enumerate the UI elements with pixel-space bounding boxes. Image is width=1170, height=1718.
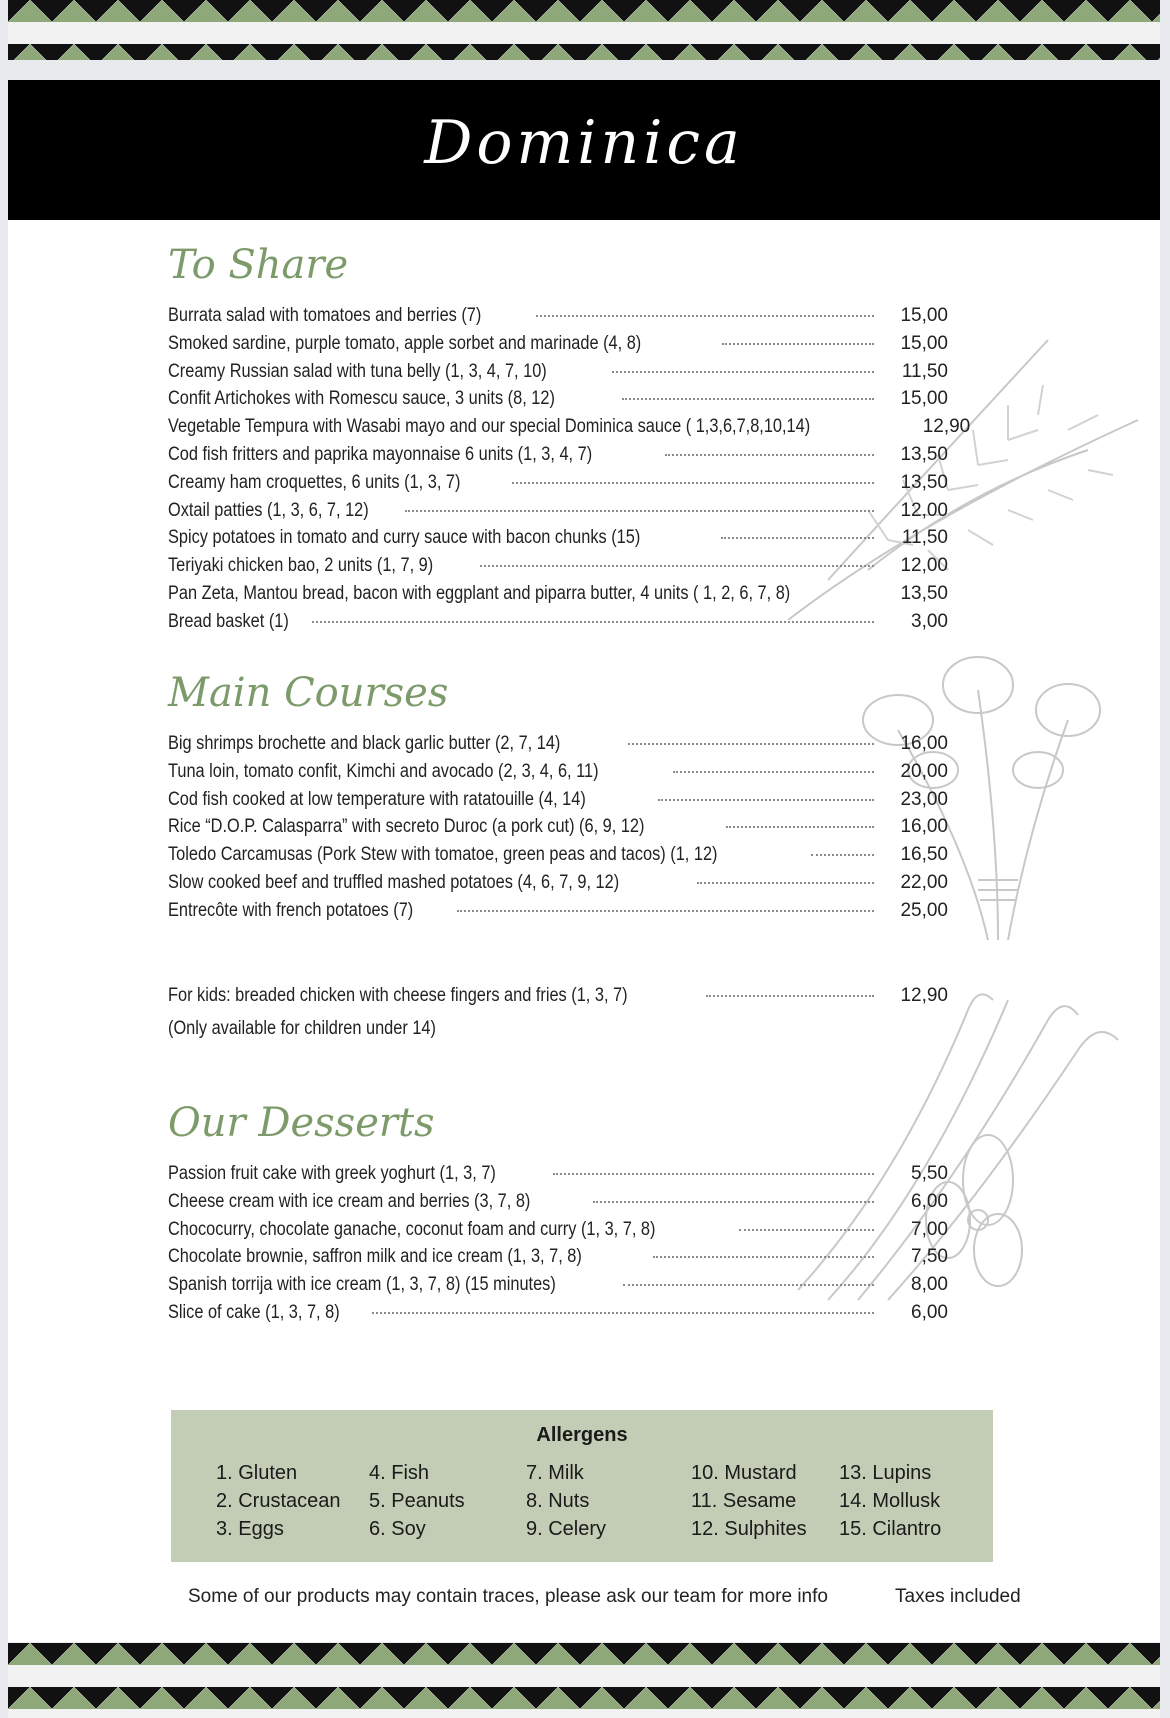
item-name: Cheese cream with ice cream and berries (3, 7, 8): [168, 1190, 531, 1212]
dot-leader: [480, 565, 874, 567]
item-price: 22,00: [900, 871, 948, 893]
item-price: 16,00: [900, 816, 948, 838]
item-name: Entrecôte with french potatoes (7): [168, 899, 414, 921]
list-item: [168, 333, 948, 361]
item-price: 11,50: [901, 527, 948, 549]
item-price: 8,00: [911, 1274, 948, 1296]
item-name: Passion fruit cake with greek yoghurt (1, 3, 7): [168, 1163, 496, 1184]
item-price: 13,50: [900, 443, 948, 465]
allergen-column: [839, 1462, 941, 1546]
header-band: [8, 80, 1160, 220]
list-item: [168, 1163, 948, 1191]
item-price: 13,50: [900, 471, 948, 493]
allergen-item: 13. Lupins: [839, 1462, 932, 1484]
desserts-list: [168, 1163, 948, 1330]
item-name: Rice “D.O.P. Calasparra” with secreto Duroc (a pork cut) (6, 9, 12): [168, 816, 645, 838]
allergen-item: 4. Fish: [369, 1462, 430, 1484]
list-item: [168, 1246, 948, 1274]
traces-note: Some of our products may contain traces, please ask our team for more info: [188, 1586, 828, 1607]
item-name: Toledo Carcamusas (Pork Stew with tomatoe, green peas and tacos) (1, 12): [168, 844, 718, 866]
allergen-item: 2. Crustacean: [216, 1490, 341, 1512]
allergen-item: 7. Milk: [526, 1462, 584, 1484]
list-item: [168, 761, 948, 789]
dot-leader: [593, 1201, 874, 1203]
item-name: Chococurry, chocolate ganache, coconut foam and curry (1, 3, 7, 8): [168, 1218, 656, 1240]
dot-leader: [312, 621, 874, 623]
allergen-column: [691, 1462, 807, 1546]
allergen-column: [216, 1462, 341, 1546]
item-name: Burrata salad with tomatoes and berries (7): [168, 305, 482, 326]
item-name: Slice of cake (1, 3, 7, 8): [168, 1301, 340, 1323]
item-price: 11,50: [901, 360, 948, 382]
dot-leader: [405, 510, 874, 512]
allergen-item: 12. Sulphites: [691, 1518, 807, 1540]
allergen-item: 8. Nuts: [526, 1490, 590, 1512]
top-pattern-border: [8, 0, 1160, 60]
item-price: 3,00: [911, 610, 948, 632]
list-item: [168, 416, 971, 444]
allergens-title: Allergens: [536, 1424, 628, 1446]
allergen-item: 3. Eggs: [216, 1518, 284, 1540]
item-price: 7,50: [911, 1246, 948, 1268]
dot-leader: [722, 343, 874, 345]
item-price: 7,00: [911, 1218, 948, 1240]
item-name: Slow cooked beef and truffled mashed potatoes (4, 6, 7, 9, 12): [168, 871, 620, 893]
section-title-desserts: Our Desserts: [168, 1100, 435, 1146]
item-name: Tuna loin, tomato confit, Kimchi and avocado (2, 3, 4, 6, 11): [168, 760, 599, 782]
list-item: [168, 872, 948, 900]
section-title-to-share: To Share: [168, 242, 349, 288]
item-price: 20,00: [900, 760, 948, 782]
dot-leader: [612, 371, 874, 373]
list-item: [168, 900, 948, 928]
item-name: Oxtail patties (1, 3, 6, 7, 12): [168, 499, 369, 521]
dot-leader: [811, 854, 874, 856]
dot-leader: [372, 1312, 874, 1314]
item-name: Spanish torrija with ice cream (1, 3, 7, 8) (15 minutes): [168, 1274, 556, 1296]
allergen-item: 5. Peanuts: [369, 1490, 465, 1512]
taxes-note: Taxes included: [895, 1586, 1021, 1607]
dot-leader: [536, 315, 874, 317]
list-item: [168, 472, 948, 500]
item-price: 12,00: [900, 499, 948, 521]
item-name: Creamy ham croquettes, 6 units (1, 3, 7): [168, 471, 461, 493]
dot-leader: [512, 482, 874, 484]
allergen-item: 15. Cilantro: [839, 1518, 942, 1540]
item-price: 15,00: [900, 388, 948, 410]
allergen-item: 9. Celery: [526, 1518, 607, 1540]
list-item: [168, 1219, 948, 1247]
list-item: [168, 583, 948, 611]
dot-leader: [726, 826, 874, 828]
item-name: Creamy Russian salad with tuna belly (1, 3, 4, 7, 10): [168, 360, 547, 382]
item-price: 5,50: [911, 1163, 948, 1184]
item-price: 15,00: [900, 305, 948, 326]
list-item: [168, 1302, 948, 1330]
allergens-panel: [171, 1410, 993, 1562]
item-price: 15,00: [900, 332, 948, 354]
dot-leader: [665, 454, 874, 456]
allergen-item: 10. Mustard: [691, 1462, 797, 1484]
section-title-main-courses: Main Courses: [168, 670, 449, 716]
dot-leader: [721, 537, 874, 539]
allergen-item: 14. Mollusk: [839, 1490, 941, 1512]
allergen-item: 6. Soy: [369, 1518, 426, 1540]
item-name: Chocolate brownie, saffron milk and ice cream (1, 3, 7, 8): [168, 1246, 582, 1268]
item-name: For kids: breaded chicken with cheese fingers and fries (1, 3, 7): [168, 985, 628, 1006]
item-price: 12,00: [900, 555, 948, 577]
item-name: Smoked sardine, purple tomato, apple sorbet and marinade (4, 8): [168, 332, 642, 354]
list-item: [168, 611, 948, 639]
dot-leader: [628, 743, 874, 745]
item-name: Vegetable Tempura with Wasabi mayo and our special Dominica sauce ( 1,3,6,7,8,10,14): [168, 416, 811, 438]
dot-leader: [553, 1173, 874, 1175]
item-name: Confit Artichokes with Romescu sauce, 3 units (8, 12): [168, 388, 555, 410]
dot-leader: [457, 910, 874, 912]
item-name: Pan Zeta, Mantou bread, bacon with eggplant and piparra butter, 4 units ( 1, 2, 6, 7, 8): [168, 582, 791, 604]
dot-leader: [623, 1284, 874, 1286]
brand-title: Dominica: [424, 108, 744, 178]
dot-leader: [697, 882, 874, 884]
item-name: Cod fish fritters and paprika mayonnaise 6 units (1, 3, 4, 7): [168, 443, 593, 465]
allergen-column: [526, 1462, 606, 1546]
menu-page: [8, 80, 1160, 1642]
item-name: Teriyaki chicken bao, 2 units (1, 7, 9): [168, 555, 434, 577]
list-item: [168, 388, 948, 416]
allergen-item: 11. Sesame: [691, 1490, 797, 1512]
kids-note: (Only available for children under 14): [168, 1018, 436, 1039]
item-price: 6,00: [911, 1190, 948, 1212]
item-price: 13,50: [900, 582, 948, 604]
item-price: 6,00: [911, 1301, 948, 1323]
list-item: [168, 527, 948, 555]
item-name: Big shrimps brochette and black garlic butter (2, 7, 14): [168, 733, 561, 754]
dot-leader: [739, 1229, 874, 1231]
dot-leader: [653, 1256, 874, 1258]
to-share-list: [168, 305, 971, 639]
list-item: [168, 816, 948, 844]
item-price: 25,00: [900, 899, 948, 921]
bottom-pattern-border: [8, 1643, 1160, 1718]
dot-leader: [673, 771, 874, 773]
list-item: [168, 500, 948, 528]
kids-menu: [168, 985, 948, 1013]
item-price: 16,00: [900, 733, 948, 754]
main-courses-list: [168, 733, 948, 928]
dot-leader: [658, 799, 874, 801]
item-price: 12,90: [922, 416, 971, 438]
list-item: [168, 444, 948, 472]
item-name: Cod fish cooked at low temperature with ratatouille (4, 14): [168, 788, 586, 810]
list-item: [168, 305, 948, 333]
list-item: [168, 1274, 948, 1302]
list-item: [168, 555, 948, 583]
dot-leader: [622, 398, 874, 400]
list-item: [168, 844, 948, 872]
allergen-column: [369, 1462, 465, 1546]
list-item: [168, 789, 948, 817]
item-price: 23,00: [900, 788, 948, 810]
item-price: 16,50: [900, 844, 948, 866]
item-price: 12,90: [900, 985, 948, 1006]
list-item: [168, 1191, 948, 1219]
allergen-item: 1. Gluten: [216, 1462, 298, 1484]
list-item: [168, 733, 948, 761]
dot-leader: [706, 995, 874, 997]
list-item: [168, 985, 948, 1013]
list-item: [168, 361, 948, 389]
item-name: Bread basket (1): [168, 610, 289, 632]
item-name: Spicy potatoes in tomato and curry sauce with bacon chunks (15): [168, 527, 641, 549]
